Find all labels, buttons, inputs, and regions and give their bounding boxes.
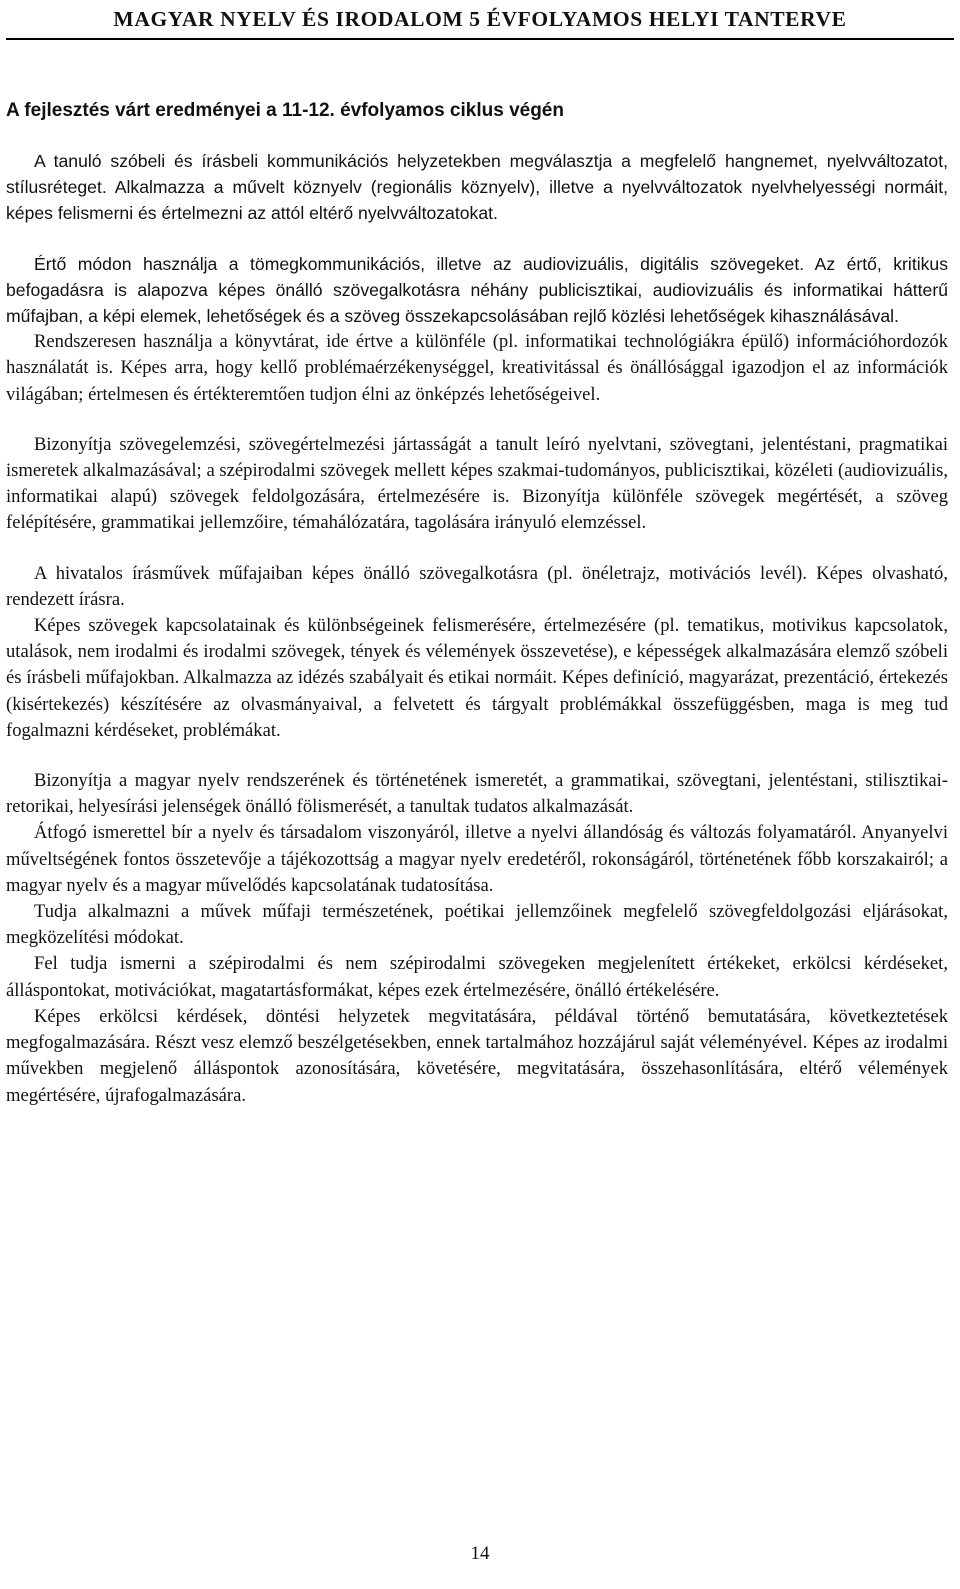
page-content — [6, 98, 948, 1109]
paragraph-language-system: Bizonyítja a magyar nyelv rendszerének és történetének ismeretét, a grammatikai, szövegtani, jelentéstani, stilisztikai-retorikai, helyesírási jelenségek önálló fölismerését, a tanultak tudatos alkalmazását. — [6, 770, 948, 818]
paragraph-genre-methods: Tudja alkalmazni a művek műfaji természetének, poétikai jellemzőinek megfelelő szövegfeldolgozási eljárásokat, megközelítési módokat. — [6, 901, 948, 949]
paragraph-library: Rendszeresen használja a könyvtárat, ide értve a különféle (pl. informatikai technológiákra épülő) információhordozók használatát is. Képes arra, hogy kellő problémaérzékenységgel, kreativitással és önállósággal igazodjon el az információk világában; értelmesen és értékteremtően tudjon élni az önképzés lehetőségeivel. — [6, 331, 948, 405]
paragraph-media-texts: Értő módon használja a tömegkommunikációs, illetve az audiovizuális, digitális szövegeket. Az értő, kritikus befogadásra is alapozva képes önálló szövegalkotásra néhány publicisztikai, audiovizuális és informatikai hátterű műfajban, a képi elemek, lehetőségek és a szöveg összekapcsolásában rejlő közlési lehetőségek kihasználásával. — [6, 253, 948, 327]
paragraph-text-relations: Képes szövegek kapcsolatainak és különbségeinek felismerésére, értelmezésére (pl. tematikus, motivikus kapcsolatok, utalások, nem irodalmi és irodalmi szövegek, tények és vélemények összevetése), e képességek alkalmazására elemző szóbeli és írásbeli műfajokban. Alkalmazza az idézés szabályait és etikai normáit. Képes definíció, magyarázat, prezentáció, értekezés (kisértekezés) készítésére az olvasmányaival, a felvetett és tárgyalt problémákkal összefüggésben, maga is meg tud fogalmazni kérdéseket, problémákat. — [6, 615, 948, 741]
paragraph-official-writing: A hivatalos írásművek műfajaiban képes önálló szövegalkotásra (pl. önéletrajz, motivációs levél). Képes olvasható, rendezett írásra. — [6, 562, 948, 610]
paragraph-values: Fel tudja ismerni a szépirodalmi és nem szépirodalmi szövegeken megjelenített értékeket, erkölcsi kérdéseket, álláspontokat, motivációkat, magatartásformákat, képes ezek értelmezésére, önálló értékelésére. — [6, 953, 948, 1001]
page-header — [6, 4, 954, 40]
document-title: MAGYAR NYELV ÉS IRODALOM 5 ÉVFOLYAMOS HELYI TANTERVE — [113, 7, 847, 31]
section-heading: A fejlesztés várt eredményei a 11-12. évfolyamos ciklus végén — [6, 100, 564, 121]
page-number: 14 — [470, 1543, 490, 1564]
paragraph-text-analysis: Bizonyítja szövegelemzési, szövegértelmezési jártasságát a tanult leíró nyelvtani, szövegtani, jelentéstani, pragmatikai ismeretek alkalmazásával; a szépirodalmi szövegek mellett képes szakmai-tudományos, publicisztikai, közéleti (audiovizuális, informatikai alapú) szövegek feldolgozására, értelmezésére is. Bizonyítja különféle szövegek megértését, a szöveg felépítésére, grammatikai jellemzőire, témahálózatára, tagolására irányuló elemzéssel. — [6, 433, 948, 534]
paragraph-moral-questions: Képes erkölcsi kérdések, döntési helyzetek megvitatására, példával történő bemutatására, következtetések megfogalmazására. Részt vesz elemző beszélgetésekben, ennek tartalmához hozzájárul saját véleményével. Képes az irodalmi művekben megjelenő álláspontok azonosítására, követésére, megvitatására, összehasonlítására, eltérő vélemények megértésére, újrafogalmazására. — [6, 1005, 948, 1106]
paragraph-communication: A tanuló szóbeli és írásbeli kommunikációs helyzetekben megválasztja a megfelelő hangnemet, nyelvváltozatot, stílusréteget. Alkalmazza a művelt köznyelv (regionális köznyelv), illetve a nyelvváltozatok nyelvhelyességi normáit, képes felismerni és értelmezni az attól eltérő nyelvváltozatokat. — [6, 151, 948, 224]
paragraph-language-society: Átfogó ismerettel bír a nyelv és társadalom viszonyáról, illetve a nyelvi állandóság és változás folyamatáról. Anyanyelvi műveltségének fontos összetevője a tájékozottság a magyar nyelv eredetéről, rokonságáról, történetének főbb korszakairól; a magyar nyelv és a magyar művelődés kapcsolatának tudatosítása. — [6, 822, 948, 896]
